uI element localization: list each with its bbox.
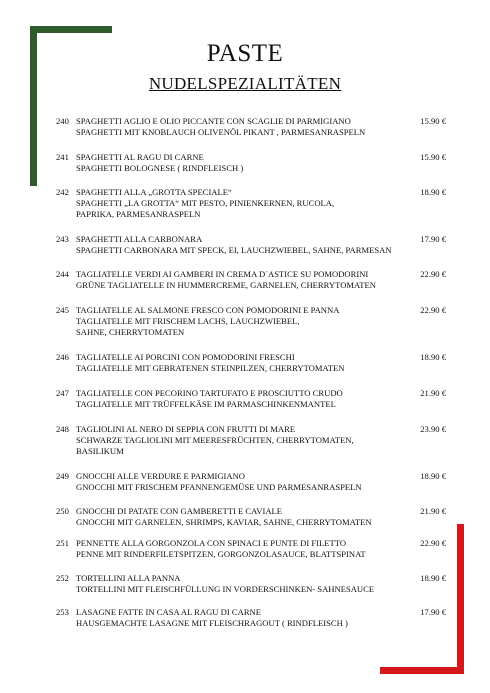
- menu-item-name: TORTELLINI ALLA PANNA: [76, 573, 181, 583]
- menu-item-number: 251: [56, 538, 69, 548]
- menu-item-number: 249: [56, 471, 69, 481]
- menu-item: [56, 116, 446, 138]
- menu-item-description: PAPRIKA, PARMESANRASPELN: [76, 209, 201, 219]
- menu-item-description: GRÜNE TAGLIATELLE IN HUMMERCREME, GARNELEN, CHERRYTOMATEN: [76, 280, 377, 290]
- menu-item-number: 240: [56, 116, 69, 126]
- menu-item: [56, 607, 446, 629]
- menu-item-name: TAGLIOLINI AL NERO DI SEPPIA CON FRUTTI DI MARE: [76, 424, 296, 434]
- menu-item-number: 243: [56, 234, 69, 244]
- menu-item-name: SPAGHETTI ALLA CARBONARA: [76, 234, 203, 244]
- menu-item-name: GNOCCHI DI PATATE CON GAMBERETTI E CAVIALE: [76, 506, 283, 516]
- menu-item-header: [56, 234, 446, 245]
- menu-item-header: [56, 187, 446, 198]
- menu-item: [56, 187, 446, 220]
- menu-item-description: HAUSGEMACHTE LASAGNE MIT FLEISCHRAGOUT ( RINDFLEISCH ): [76, 618, 348, 628]
- menu-item-description: SPAGHETTI „LA GROTTA“ MIT PESTO, PINIENKERNEN, RUCOLA,: [76, 198, 335, 208]
- menu-item-name: SPAGHETTI AL RAGU DI CARNE: [76, 152, 204, 162]
- green-corner-bar-horizontal: [30, 26, 112, 33]
- menu-item-header: [56, 116, 446, 127]
- menu-item-number: 244: [56, 269, 69, 279]
- menu-item: [56, 152, 446, 174]
- menu-item-price: 23.90 €: [420, 424, 446, 434]
- page-title: PASTE: [206, 40, 284, 67]
- menu-item-price: 22.90 €: [420, 305, 446, 315]
- menu-item-price: 21.90 €: [420, 388, 446, 398]
- menu-item-header: [56, 471, 446, 482]
- menu-item-description: TAGLIATELLE MIT GEBRATENEN STEINPILZEN, CHERRYTOMATEN: [76, 363, 345, 373]
- menu-item-number: 245: [56, 305, 69, 315]
- menu-item: [56, 573, 446, 595]
- menu-item-price: 18.90 €: [420, 573, 446, 583]
- menu-item-header: [56, 424, 446, 435]
- menu-item-description: TAGLIATELLE MIT TRÜFFELKÄSE IM PARMASCHINKENMANTEL: [76, 399, 336, 409]
- menu-item-description: GNOCCHI MIT GARNELEN, SHRIMPS, KAVIAR, SAHNE, CHERRYTOMATEN: [76, 517, 372, 527]
- menu-item-price: 22.90 €: [420, 538, 446, 548]
- menu-item-price: 21.90 €: [420, 506, 446, 516]
- menu-list: [56, 116, 446, 629]
- menu-item-number: 253: [56, 607, 69, 617]
- menu-item-price: 18.90 €: [420, 187, 446, 197]
- menu-item-description: TAGLIATELLE MIT FRISCHEM LACHS, LAUCHZWIEBEL,: [76, 316, 300, 326]
- menu-item-name: PENNETTE ALLA GORGONZOLA CON SPINACI E PUNTE DI FILETTO: [76, 538, 347, 548]
- menu-item-number: 242: [56, 187, 69, 197]
- menu-item-header: [56, 573, 446, 584]
- menu-item-name: TAGLIATELLE AI PORCINI CON POMODORINI FRESCHI: [76, 352, 295, 362]
- menu-item-price: 17.90 €: [420, 607, 446, 617]
- menu-item-header: [56, 152, 446, 163]
- page-subtitle: NUDELSPEZIALITÄTEN: [148, 74, 342, 93]
- menu-item-description: SCHWARZE TAGLIOLINI MIT MEERESFRÜCHTEN, CHERRYTOMATEN,: [76, 435, 354, 445]
- menu-item-number: 241: [56, 152, 69, 162]
- menu-item-price: 15.90 €: [420, 116, 446, 126]
- menu-item-number: 252: [56, 573, 69, 583]
- menu-item: [56, 352, 446, 374]
- menu-item-description: SPAGHETTI MIT KNOBLAUCH OLIVENÖL PIKANT , PARMESANRASPELN: [76, 127, 366, 137]
- menu-item-header: [56, 607, 446, 618]
- menu-item-header: [56, 388, 446, 399]
- menu-item-description: GNOCCHI MIT FRISCHEM PFANNENGEMÜSE UND PARMESANRASPELN: [76, 482, 362, 492]
- menu-item-price: 18.90 €: [420, 352, 446, 362]
- menu-item-name: TAGLIATELLE CON PECORINO TARTUFATO E PROSCIUTTO CRUDO: [76, 388, 343, 398]
- menu-item-number: 247: [56, 388, 69, 398]
- menu-item-description: PENNE MIT RINDERFILETSPITZEN, GORGONZOLASAUCE, BLATTSPINAT: [76, 549, 366, 559]
- menu-item-name: SPAGHETTI ALLA „GROTTA SPECIALE“: [76, 187, 232, 197]
- menu-item-name: LASAGNE FATTE IN CASA AL RAGU DI CARNE: [76, 607, 262, 617]
- menu-item-description: BASILIKUM: [76, 446, 124, 456]
- menu-item-name: SPAGHETTI AGLIO E OLIO PICCANTE CON SCAGLIE DI PARMIGIANO: [76, 116, 351, 126]
- menu-item: [56, 538, 446, 560]
- menu-item-header: [56, 305, 446, 316]
- menu-item: [56, 424, 446, 457]
- menu-item: [56, 305, 446, 338]
- menu-item-name: TAGLIATELLE VERDI AI GAMBERI IN CREMA D´ASTICE SU POMODORINI: [76, 269, 369, 279]
- menu-item-description: SPAGHETTI CARBONARA MIT SPECK, EI, LAUCHZWIEBEL, SAHNE, PARMESAN: [76, 245, 392, 255]
- menu-item: [56, 388, 446, 410]
- menu-item: [56, 269, 446, 291]
- menu-item-price: 22.90 €: [420, 269, 446, 279]
- red-corner-bar-vertical: [457, 524, 464, 674]
- menu-item-number: 250: [56, 506, 69, 516]
- menu-item-header: [56, 352, 446, 363]
- menu-item-number: 246: [56, 352, 69, 362]
- menu-item-price: 15.90 €: [420, 152, 446, 162]
- menu-item: [56, 506, 446, 528]
- menu-item: [56, 471, 446, 493]
- menu-item-price: 17.90 €: [420, 234, 446, 244]
- menu-item: [56, 234, 446, 256]
- menu-item-name: GNOCCHI ALLE VERDURE E PARMIGIANO: [76, 471, 246, 481]
- menu-item-name: TAGLIATELLE AL SALMONE FRESCO CON POMODORINI E PANNA: [76, 305, 340, 315]
- menu-item-price: 18.90 €: [420, 471, 446, 481]
- menu-item-description: SPAGHETTI BOLOGNESE ( RINDFLEISCH ): [76, 163, 244, 173]
- menu-item-description: SAHNE, CHERRYTOMATEN: [76, 327, 185, 337]
- menu-item-header: [56, 538, 446, 549]
- red-corner-bar-horizontal: [380, 667, 464, 674]
- menu-item-description: TORTELLINI MIT FLEISCHFÜLLUNG IN VORDERSCHINKEN- SAHNESAUCE: [76, 584, 375, 594]
- menu-item-number: 248: [56, 424, 69, 434]
- menu-item-header: [56, 506, 446, 517]
- menu-item-header: [56, 269, 446, 280]
